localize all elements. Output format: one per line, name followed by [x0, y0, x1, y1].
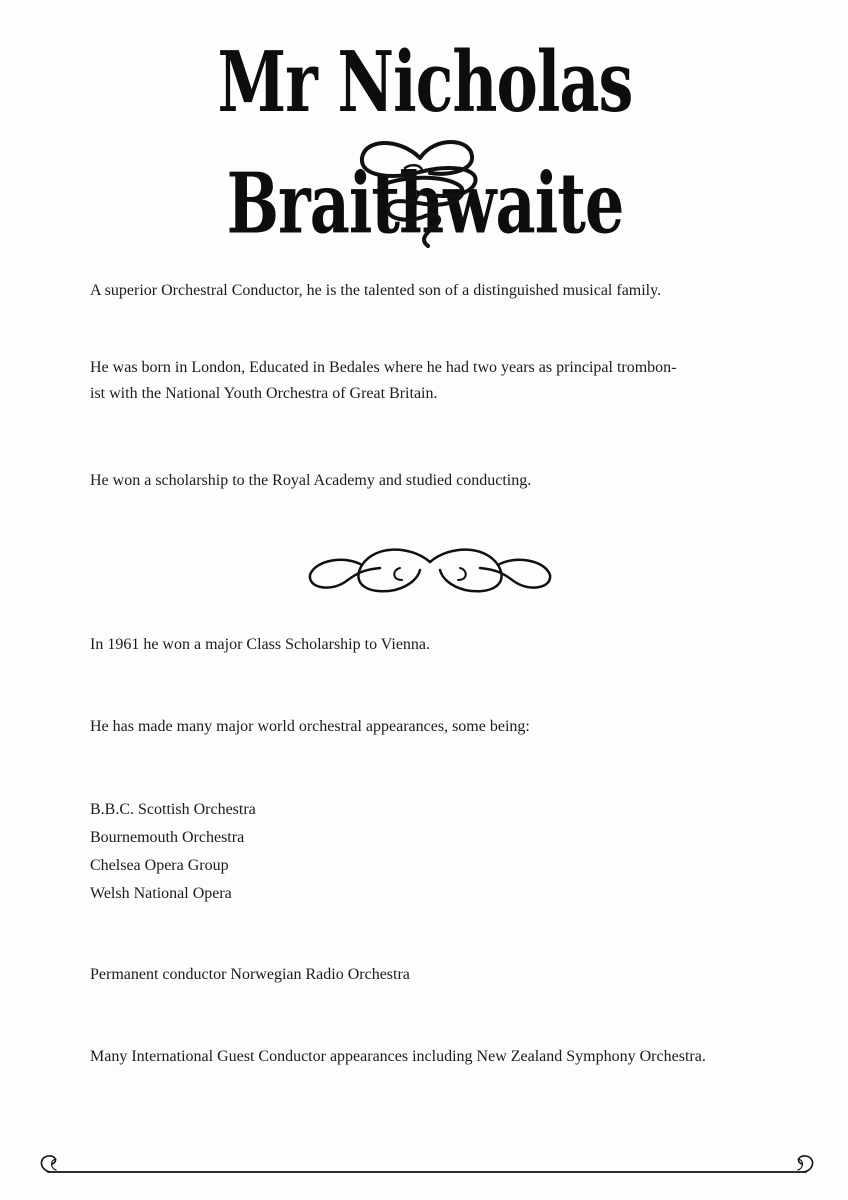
- orchestra-list: [90, 796, 490, 908]
- scroll-rule-icon: [36, 1152, 818, 1176]
- scroll-divider-icon: [300, 540, 560, 600]
- birth-line-2: ist with the National Youth Orchestra of Great Britain.: [90, 385, 438, 402]
- birth-line-1: He was born in London, Educated in Bedales where he had two years as principal trombon-: [90, 359, 677, 376]
- list-item: Welsh National Opera: [90, 885, 232, 902]
- page-title: Mr Nicholas Braithwaite: [217, 32, 633, 253]
- intro-paragraph: A superior Orchestral Conductor, he is the talented son of a distinguished musical family.: [90, 282, 662, 299]
- appearances-paragraph: He has made many major world orchestral appearances, some being:: [90, 718, 530, 735]
- scholarship-paragraph: He won a scholarship to the Royal Academy and studied conducting.: [90, 472, 532, 489]
- vienna-paragraph: In 1961 he won a major Class Scholarship to Vienna.: [90, 636, 431, 653]
- guest-paragraph: Many International Guest Conductor appearances including New Zealand Symphony Orchestra.: [90, 1048, 706, 1065]
- birth-paragraph: [90, 355, 758, 407]
- list-item: B.B.C. Scottish Orchestra: [90, 801, 256, 818]
- heart-flourish-icon: [350, 128, 490, 248]
- list-item: Bournemouth Orchestra: [90, 829, 245, 846]
- permanent-paragraph: Permanent conductor Norwegian Radio Orchestra: [90, 966, 410, 983]
- list-item: Chelsea Opera Group: [90, 857, 229, 874]
